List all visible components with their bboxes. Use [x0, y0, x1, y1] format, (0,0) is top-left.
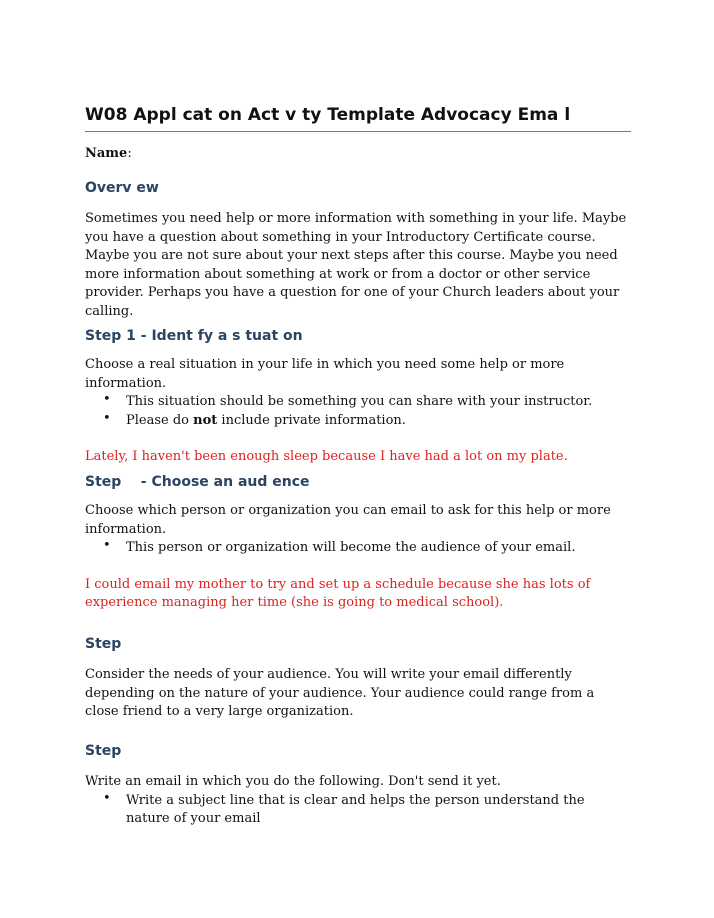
step1-response: Lately, I haven't been enough sleep because I have had a lot on my plate.: [85, 449, 568, 465]
overview-heading: Overv ew: [85, 180, 159, 196]
step1-text: Choose a real situation in your life in which you need some help or more information.: [85, 357, 565, 391]
step1-section: [85, 326, 631, 467]
bullet-icon: •: [103, 538, 111, 554]
overview-section: [85, 178, 631, 322]
list-item: [85, 393, 631, 412]
step4-text: Write an email in which you do the following. Don't send it yet.: [85, 774, 501, 789]
step2-bullet-list: [85, 539, 631, 558]
step2-response: I could email my mother to try and set up a schedule because she has lots of experience managing her time (she is going to medical school).: [85, 576, 591, 611]
overview-text: Sometimes you need help or more information with something in your life. Maybe you have a question about something in your Introductory Certificate course. Maybe you are not sure about your next steps after this course. Maybe you need more information about something at work or from a doctor or other service provider. Perhaps you have a question for one of your Church leaders about your calling.: [85, 211, 627, 319]
step4-bullet-list: [85, 792, 631, 829]
list-item: [85, 539, 631, 558]
bullet-icon: •: [103, 790, 111, 806]
document-title: W08 Appl cat on Act v ty Template Advocacy Ema l: [85, 104, 631, 132]
bullet-icon: •: [103, 392, 111, 408]
step1-bullet-2-prefix: Please do: [126, 412, 194, 428]
step1-bullet-list: [85, 393, 631, 430]
step2-heading: Step - Choose an aud ence: [85, 474, 310, 490]
step1-heading: Step 1 - Ident fy a s tuat on: [85, 328, 303, 344]
step3-text: Consider the needs of your audience. You will write your email differently depending on the nature of your audience. Your audience could range from a close friend to a very large organization.: [85, 667, 595, 720]
list-item: [85, 412, 631, 431]
name-label: Name: [85, 146, 128, 161]
step2-text: Choose which person or organization you can email to ask for this help or more information.: [85, 503, 611, 537]
step2-section: [85, 472, 631, 613]
step4-section: [85, 741, 631, 829]
step3-section: [85, 634, 631, 722]
name-line: [85, 144, 631, 163]
step1-bullet-2-bold: not: [193, 412, 218, 428]
document-page: [85, 104, 631, 827]
step3-heading: Step: [85, 636, 122, 652]
list-item: [85, 792, 631, 829]
step4-heading: Step: [85, 743, 122, 759]
bullet-icon: •: [103, 410, 111, 426]
step4-bullet-1: Write a subject line that is clear and helps the person understand the nature of your email: [126, 792, 585, 827]
step1-bullet-1: This situation should be something you can share with your instructor.: [126, 394, 593, 410]
step2-bullet-1: This person or organization will become the audience of your email.: [126, 540, 576, 556]
step1-bullet-2: include private information.: [221, 412, 406, 428]
name-colon: :: [127, 146, 132, 161]
